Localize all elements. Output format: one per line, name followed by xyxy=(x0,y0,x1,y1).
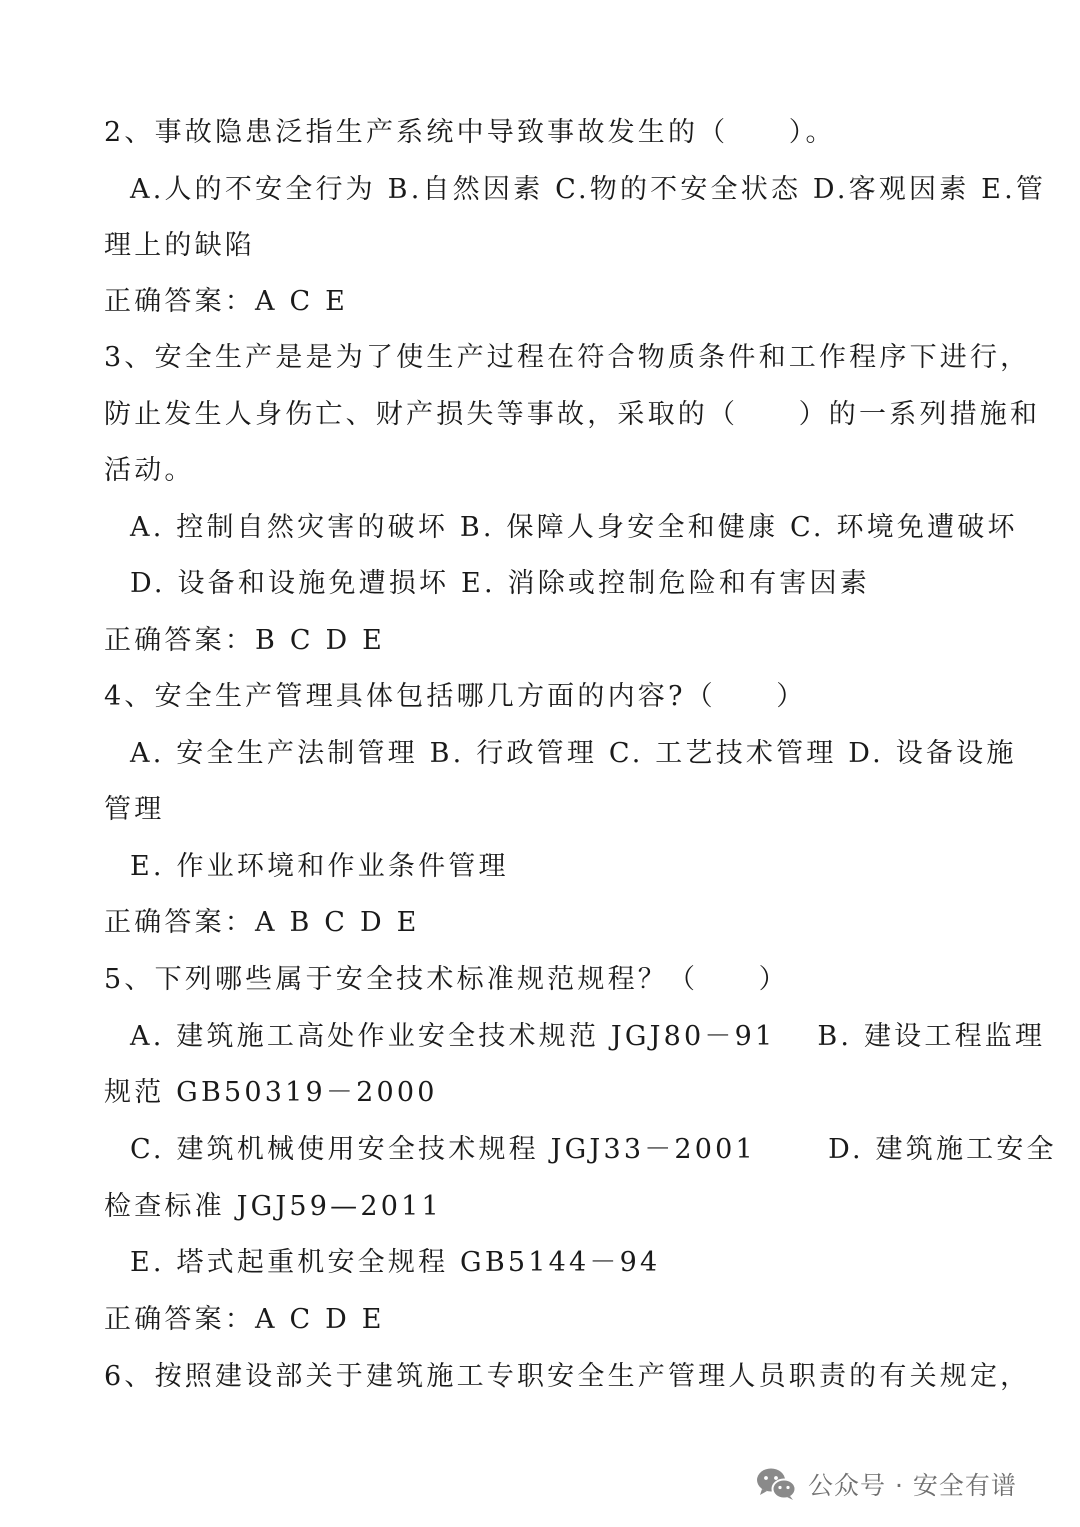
question-2-options: A.人的不安全行为 B.自然因素 C.物的不安全状态 D.客观因素 E.管 xyxy=(130,174,1047,205)
question-5-options-2: C. 建筑机械使用安全技术规程 JGJ33－2001 D. 建筑施工安全 xyxy=(130,1134,1057,1165)
question-3-options: A. 控制自然灾害的破坏 B. 保障人身安全和健康 C. 环境免遭破坏 xyxy=(130,512,1018,543)
question-5-options-2-cont: 检查标准 JGJ59—2011 xyxy=(104,1191,442,1222)
question-3-cont: 防止发生人身伤亡、财产损失等事故，采取的（ ）的一系列措施和 xyxy=(104,399,1041,430)
question-3: 3、安全生产是是为了使生产过程在符合物质条件和工作程序下进行， xyxy=(104,342,1031,373)
question-4-options-2: E. 作业环境和作业条件管理 xyxy=(130,851,509,882)
question-4-answer: 正确答案：A B C D E xyxy=(104,907,420,938)
question-2-answer: 正确答案：A C E xyxy=(104,286,349,317)
question-2: 2、事故隐患泛指生产系统中导致事故发生的（ ）。 xyxy=(104,117,836,148)
question-6: 6、按照建设部关于建筑施工专职安全生产管理人员职责的有关规定， xyxy=(104,1361,1031,1392)
question-3-cont-2: 活动。 xyxy=(104,455,195,486)
question-5-answer: 正确答案：A C D E xyxy=(104,1304,385,1335)
question-4-options: A. 安全生产法制管理 B. 行政管理 C. 工艺技术管理 D. 设备设施 xyxy=(130,738,1017,769)
wechat-icon xyxy=(754,1466,798,1502)
watermark-text: 公众号 · 安全有谱 xyxy=(808,1471,1017,1500)
question-4: 4、安全生产管理具体包括哪几方面的内容?（ ） xyxy=(104,681,807,712)
question-3-options-2: D. 设备和设施免遭损坏 E. 消除或控制危险和有害因素 xyxy=(130,568,870,599)
question-3-answer: 正确答案：B C D E xyxy=(104,625,386,656)
question-5-options: A. 建筑施工高处作业安全技术规范 JGJ80－91 B. 建设工程监理 xyxy=(130,1021,1046,1052)
question-5-options-cont: 规范 GB50319－2000 xyxy=(104,1077,438,1108)
question-5: 5、下列哪些属于安全技术标准规范规程？（ ） xyxy=(104,964,789,995)
question-2-options-cont: 理上的缺陷 xyxy=(104,230,255,261)
question-5-options-3: E. 塔式起重机安全规程 GB5144－94 xyxy=(130,1247,661,1278)
watermark xyxy=(754,1462,1017,1506)
question-4-options-cont: 管理 xyxy=(104,794,165,825)
